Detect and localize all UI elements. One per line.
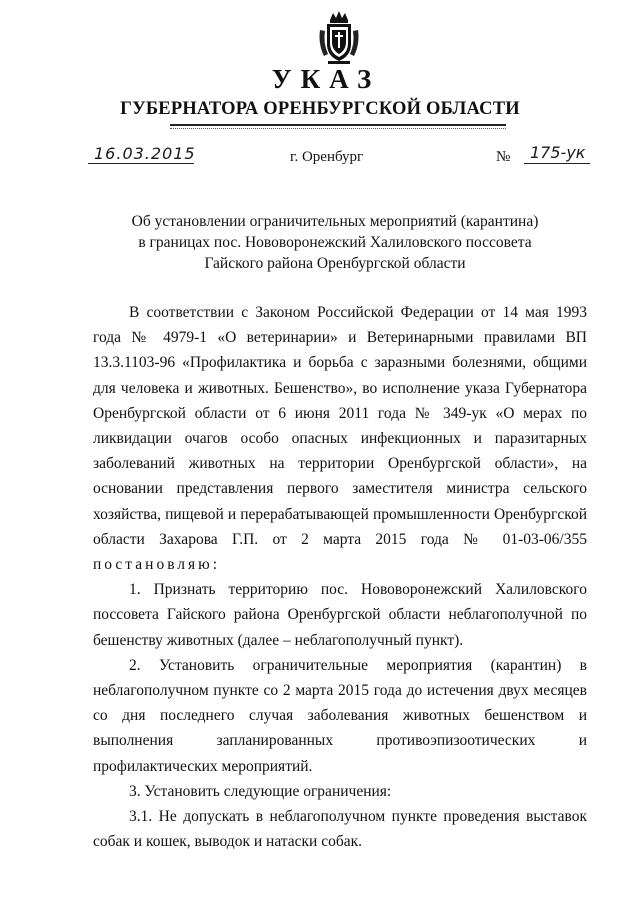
subject-line: Гайского района Оренбургской области [204, 255, 466, 272]
subject-line: Об установлении ограничительных мероприятий (карантина) [131, 213, 539, 230]
decree-word: постановляю: [93, 556, 221, 574]
header-rule [170, 124, 506, 126]
item-2-paragraph: 2. Установить ограничительные мероприятия (карантин) в неблагополучном пункте со 2 марта 2015 года до истечения двух месяцев со дня последнего случая заболевания животных бешенством и выполнения запланированных противоэпизоотических и профилактических мероприятий. [93, 656, 587, 775]
number-sign: № [496, 149, 511, 165]
date-underline [88, 163, 194, 164]
decree-number: 175-ук [530, 143, 586, 162]
issuer-title: ГУБЕРНАТОРА ОРЕНБУРГСКОЙ ОБЛАСТИ [120, 99, 520, 119]
preamble-paragraph [93, 300, 587, 577]
issue-city: г. Оренбург [290, 149, 364, 165]
orenburg-coat-of-arms-icon [316, 10, 362, 66]
decree-title: УКАЗ [271, 64, 381, 94]
decree-subject [100, 211, 570, 274]
preamble-text: В соответствии с Законом Российской Федерации от 14 мая 1993 года № 4979-1 «О ветеринарии» и Ветеринарными правилами ВП 13.3.1103-96 «Профилактика и борьба с заразными болезнями, общими для человека и животных. Бешенство», во исполнение указа Губернатора Оренбургской области от 6 июня 2011 года № 349-ук «О мерах по ликвидации очагов особо опасных инфекционных и паразитарных заболеваний животных на территории Оренбургской области», на основании представления первого заместителя министра сельского хозяйства, пищевой и перерабатывающей промышленности Оренбургской области Захарова Г.П. от 2 марта 2015 года № 01-03-06/355 [93, 304, 587, 548]
decree-date: 16.03.2015 [94, 144, 196, 163]
item-1-paragraph: 1. Признать территорию пос. Нововоронежский Халиловского поссовета Гайского района Оренбургской области неблагополучной по бешенству животных (далее – неблагополучный пункт). [93, 581, 587, 649]
header-dotted-rule [170, 128, 506, 129]
item-3-1-paragraph: 3.1. Не допускать в неблагополучном пункте проведения выставок собак и кошек, выводок и натаски собак. [93, 808, 587, 851]
subject-line: в границах пос. Нововоронежский Халиловского поссовета [138, 234, 532, 251]
number-underline [524, 163, 590, 164]
item-3-paragraph: 3. Установить следующие ограничения: [129, 782, 392, 800]
decree-body [93, 300, 587, 854]
